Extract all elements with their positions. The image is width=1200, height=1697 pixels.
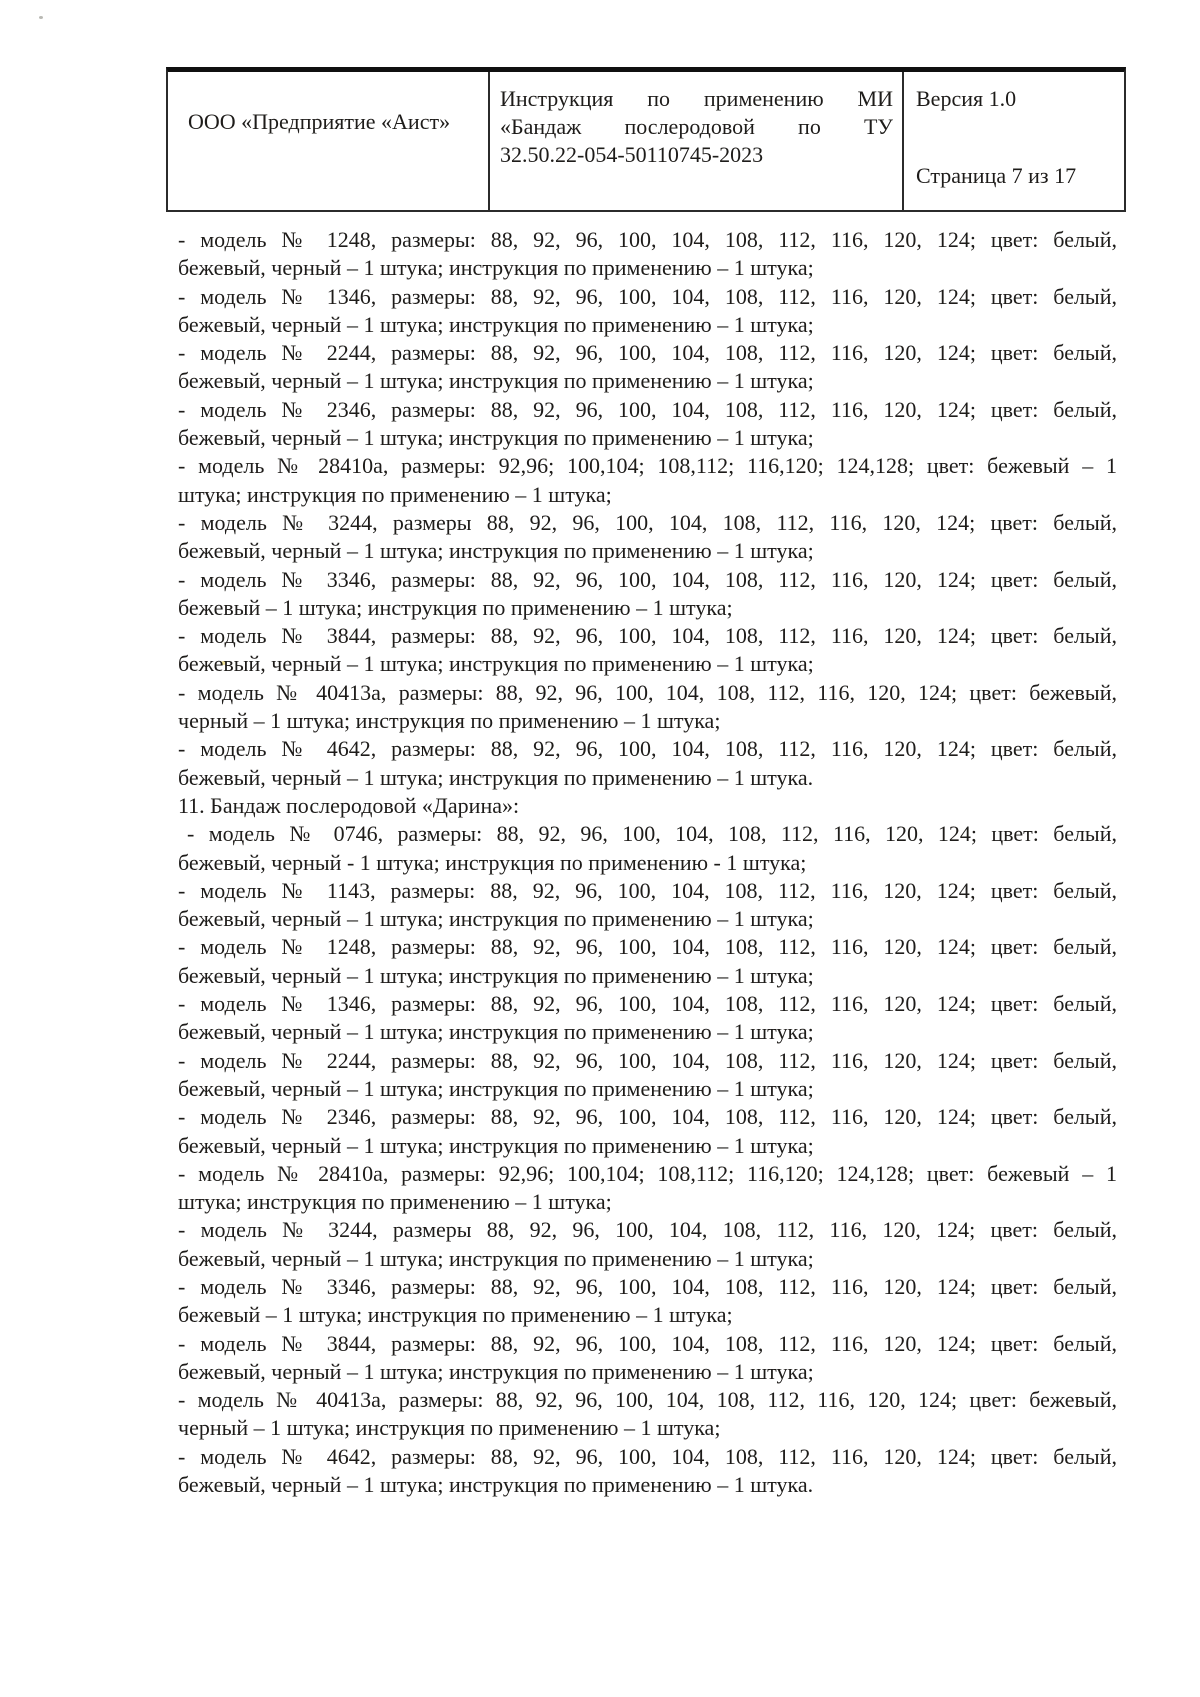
text-line: бежевый, черный - 1 штука; инструкция по применению - 1 штука; [178,849,807,875]
header-table [166,67,1126,212]
doc-title-line: Инструкция по применению МИ [500,86,893,111]
company-name: ООО «Предприятие «Аист» [188,109,451,134]
doc-title-line: «Бандаж послеродовой по ТУ [500,114,893,139]
text-line: бежевый – 1 штука; инструкция по применению – 1 штука; [178,594,733,620]
text-line: - модель № 3244, размеры 88, 92, 96, 100, 104, 108, 112, 116, 120, 124; цвет: белый, [178,1217,1117,1243]
text-line: - модель № 2244, размеры: 88, 92, 96, 100, 104, 108, 112, 116, 120, 124; цвет: белый, [178,1047,1117,1073]
text-line: - модель № 4642, размеры: 88, 92, 96, 100, 104, 108, 112, 116, 120, 124; цвет: белый, [178,736,1117,762]
text-line: бежевый, черный – 1 штука; инструкция по применению – 1 штука. [178,764,814,790]
text-line: бежевый, черный – 1 штука; инструкция по применению – 1 штука; [178,651,814,677]
text-line: - модель № 2346, размеры: 88, 92, 96, 100, 104, 108, 112, 116, 120, 124; цвет: белый, [178,396,1117,422]
text-line: - модель № 4642, размеры: 88, 92, 96, 100, 104, 108, 112, 116, 120, 124; цвет: белый, [178,1443,1117,1469]
text-line: бежевый, черный – 1 штука; инструкция по применению – 1 штука; [178,1358,814,1384]
text-line: черный – 1 штука; инструкция по применению – 1 штука; [178,708,721,734]
text-line: - модель № 40413а, размеры: 88, 92, 96, 100, 104, 108, 112, 116, 120, 124; цвет: бежевый, [178,1387,1117,1413]
text-line: бежевый, черный – 1 штука; инструкция по применению – 1 штука; [178,1132,814,1158]
text-line: бежевый, черный – 1 штука; инструкция по применению – 1 штука; [178,1019,814,1045]
text-line: бежевый, черный – 1 штука; инструкция по применению – 1 штука; [178,425,814,451]
text-line: - модель № 3244, размеры 88, 92, 96, 100, 104, 108, 112, 116, 120, 124; цвет: белый, [178,509,1117,535]
text-line: - модель № 1346, размеры: 88, 92, 96, 100, 104, 108, 112, 116, 120, 124; цвет: белый, [178,283,1117,309]
version-label: Версия 1.0 [916,86,1017,111]
text-line: бежевый, черный – 1 штука; инструкция по применению – 1 штука; [178,538,814,564]
company-cell [168,72,490,210]
text-line: - модель № 0746, размеры: 88, 92, 96, 100, 104, 108, 112, 116, 120, 124; цвет: белый, [187,821,1117,847]
text-line: штука; инструкция по применению – 1 штука; [178,481,612,507]
document-body [178,226,1117,1499]
text-line: - модель № 3844, размеры: 88, 92, 96, 100, 104, 108, 112, 116, 120, 124; цвет: белый, [178,623,1117,649]
text-line: - модель № 2244, размеры: 88, 92, 96, 100, 104, 108, 112, 116, 120, 124; цвет: белый, [178,340,1117,366]
text-line: - модель № 3346, размеры: 88, 92, 96, 100, 104, 108, 112, 116, 120, 124; цвет: белый, [178,566,1117,592]
text-line: штука; инструкция по применению – 1 штука; [178,1189,612,1215]
text-line: - модель № 1143, размеры: 88, 92, 96, 100, 104, 108, 112, 116, 120, 124; цвет: белый, [178,877,1117,903]
text-line: бежевый, черный – 1 штука; инструкция по применению – 1 штука; [178,962,814,988]
text-line: - модель № 40413а, размеры: 88, 92, 96, 100, 104, 108, 112, 116, 120, 124; цвет: бежевый, [178,679,1117,705]
text-line: - модель № 2346, размеры: 88, 92, 96, 100, 104, 108, 112, 116, 120, 124; цвет: белый, [178,1104,1117,1130]
doc-title-line: 32.50.22-054-50110745-2023 [500,142,764,167]
text-line: бежевый, черный – 1 штука; инструкция по применению – 1 штука; [178,368,814,394]
version-cell [904,72,1124,210]
text-line: бежевый, черный – 1 штука; инструкция по применению – 1 штука; [178,1245,814,1271]
text-line: - модель № 28410а, размеры: 92,96; 100,104; 108,112; 116,120; 124,128; цвет: бежевый – 1 [178,453,1117,479]
text-line: - модель № 28410а, размеры: 92,96; 100,104; 108,112; 116,120; 124,128; цвет: бежевый – 1 [178,1160,1117,1186]
text-line: черный – 1 штука; инструкция по применению – 1 штука; [178,1415,721,1441]
text-line: бежевый, черный – 1 штука; инструкция по применению – 1 штука; [178,311,814,337]
text-line: - модель № 3346, размеры: 88, 92, 96, 100, 104, 108, 112, 116, 120, 124; цвет: белый, [178,1273,1117,1299]
text-line: - модель № 1346, размеры: 88, 92, 96, 100, 104, 108, 112, 116, 120, 124; цвет: белый, [178,991,1117,1017]
text-line: - модель № 1248, размеры: 88, 92, 96, 100, 104, 108, 112, 116, 120, 124; цвет: белый, [178,227,1117,252]
text-line: бежевый, черный – 1 штука; инструкция по применению – 1 штука; [178,1075,814,1101]
scan-speck [39,16,43,19]
text-line: - модель № 3844, размеры: 88, 92, 96, 100, 104, 108, 112, 116, 120, 124; цвет: белый, [178,1330,1117,1356]
page-number-label: Страница 7 из 17 [916,163,1077,188]
text-line: бежевый, черный – 1 штука; инструкция по применению – 1 штука; [178,906,814,932]
text-line: бежевый – 1 штука; инструкция по применению – 1 штука; [178,1302,733,1328]
text-line: - модель № 1248, размеры: 88, 92, 96, 100, 104, 108, 112, 116, 120, 124; цвет: белый, [178,934,1117,960]
text-line: бежевый, черный – 1 штука; инструкция по применению – 1 штука. [178,1472,814,1498]
text-line: бежевый, черный – 1 штука; инструкция по применению – 1 штука; [178,255,814,281]
text-line: 11. Бандаж послеродовой «Дарина»: [178,792,520,818]
doc-title-cell [490,72,904,210]
